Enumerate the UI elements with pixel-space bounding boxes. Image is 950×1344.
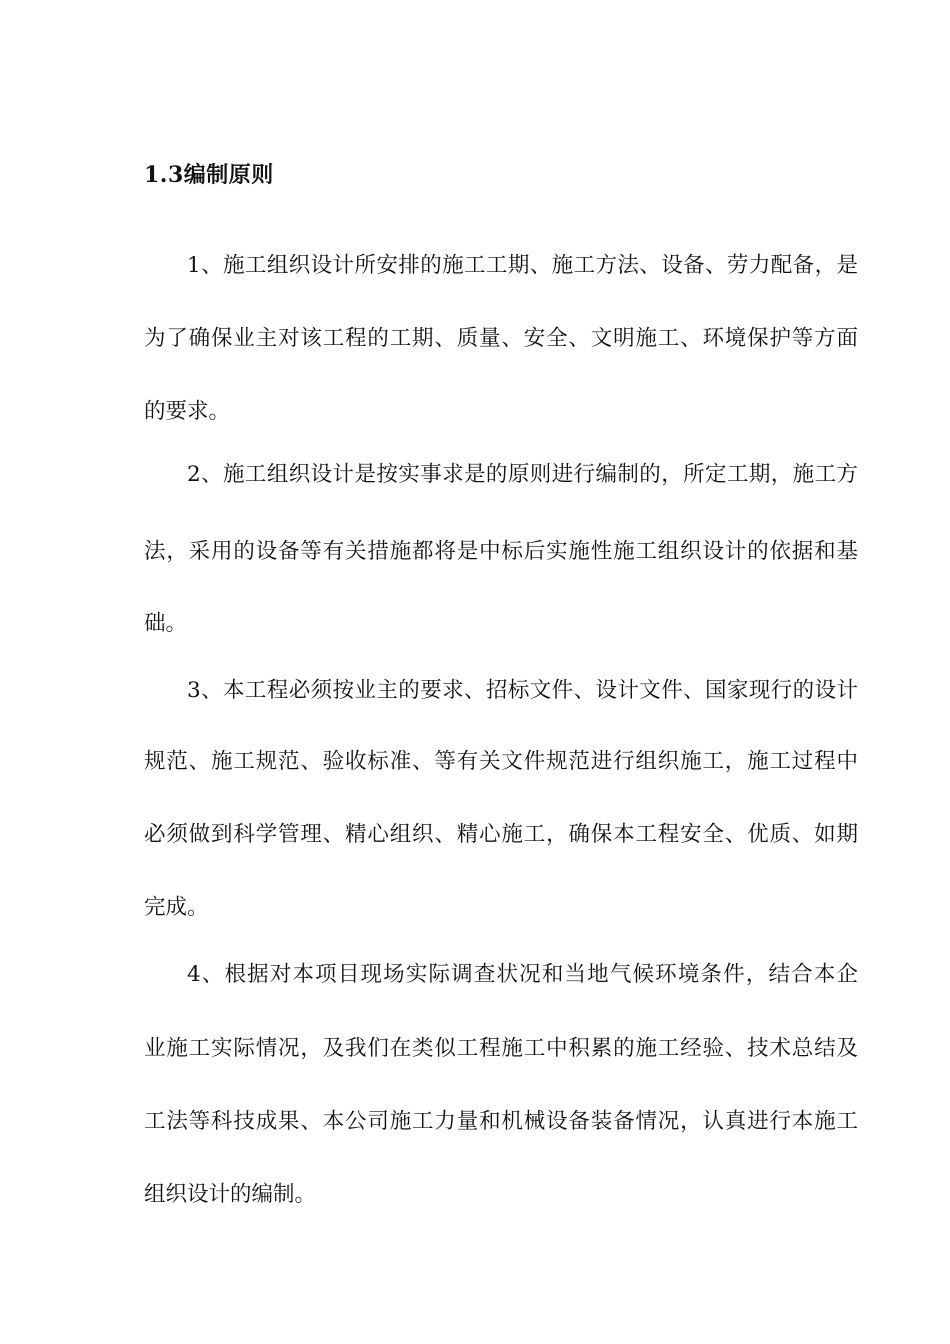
paragraph-3-line-4: 完成。 [144, 895, 209, 920]
section-heading: 1.3编制原则 [144, 162, 274, 188]
paragraph-2-line-3: 础。 [144, 611, 188, 636]
paragraph-3-line-3: 必须做到科学管理、精心组织、精心施工，确保本工程安全、优质、如期 [144, 822, 858, 847]
paragraph-4-line-4: 组织设计的编制。 [144, 1182, 317, 1207]
paragraph-3-line-2: 规范、施工规范、验收标准、等有关文件规范进行组织施工，施工过程中 [144, 749, 858, 774]
paragraph-4-line-1: 4、根据对本项目现场实际调查状况和当地气候环境条件，结合本企 [187, 962, 858, 987]
paragraph-4-line-2: 业施工实际情况，及我们在类似工程施工中积累的施工经验、技术总结及 [144, 1036, 858, 1061]
paragraph-2-line-2: 法，采用的设备等有关措施都将是中标后实施性施工组织设计的依据和基 [144, 539, 858, 564]
paragraph-4-line-3: 工法等科技成果、本公司施工力量和机械设备装备情况，认真进行本施工 [144, 1109, 858, 1134]
paragraph-1-line-1: 1、施工组织设计所安排的施工工期、施工方法、设备、劳力配备，是 [187, 253, 858, 278]
paragraph-1-line-3: 的要求。 [144, 399, 231, 424]
paragraph-3-line-1: 3、本工程必须按业主的要求、招标文件、设计文件、国家现行的设计 [187, 678, 858, 703]
paragraph-2-line-1: 2、施工组织设计是按实事求是的原则进行编制的，所定工期，施工方 [187, 462, 858, 487]
paragraph-1-line-2: 为了确保业主对该工程的工期、质量、安全、文明施工、环境保护等方面 [144, 326, 858, 351]
